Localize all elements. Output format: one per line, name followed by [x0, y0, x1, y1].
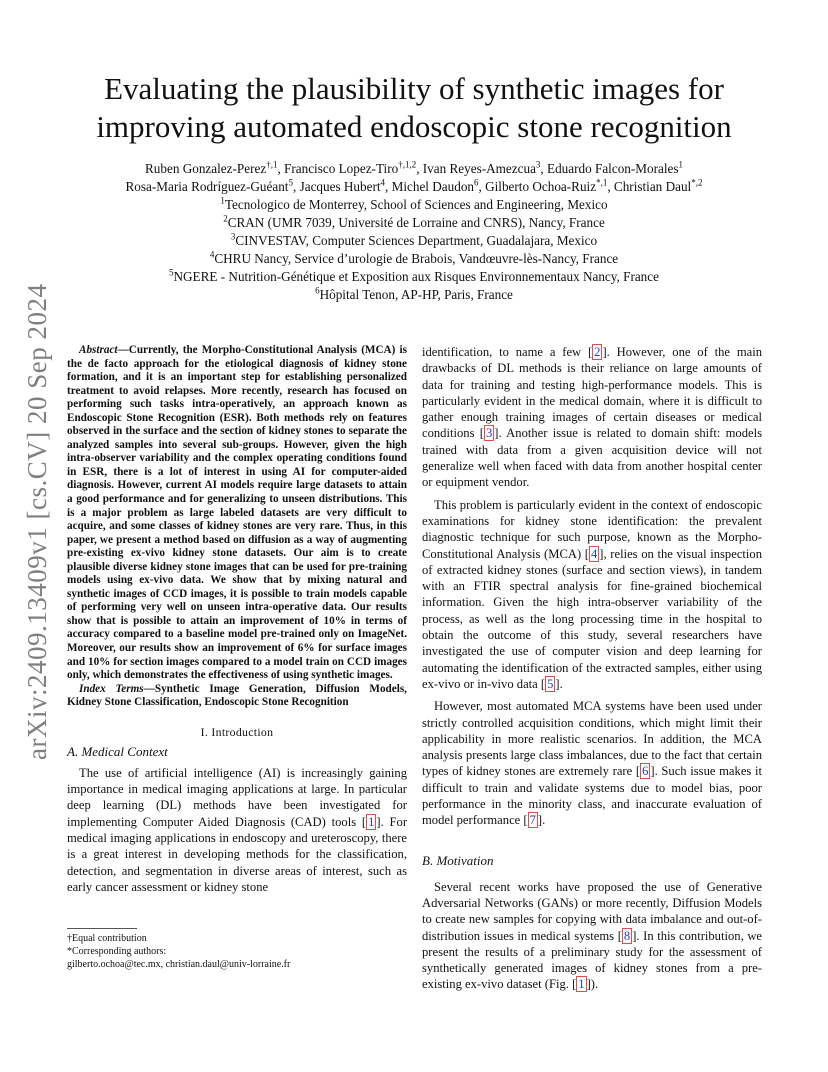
affiliation-item	[40, 196, 788, 214]
footnotes	[67, 928, 407, 971]
author-block	[40, 160, 788, 304]
affiliation-text: Tecnologico de Monterrey, School of Sciences and Engineering, Mexico	[224, 197, 608, 212]
affiliation-number: 6	[315, 285, 320, 296]
citation-link[interactable]: 6	[642, 764, 649, 779]
affiliation-number: 2	[223, 213, 228, 224]
affiliation-item	[40, 286, 788, 304]
affiliation-list	[40, 196, 788, 304]
affiliation-text: CHRU Nancy, Service d’urologie de Brabois, Vandœuvre-lès-Nancy, France	[214, 251, 619, 266]
abstract-paragraph	[67, 344, 407, 683]
citation-link[interactable]: 4	[591, 546, 598, 561]
affiliation-text: NGERE - Nutrition-Génétique et Exposition aux Risques Environnementaux Nancy, France	[173, 269, 659, 284]
author-name: Ivan Reyes-Amezcua	[422, 161, 536, 176]
arxiv-identifier[interactable]: arXiv:2409.13409v1 [cs.CV] 20 Sep 2024	[22, 283, 52, 760]
citation-link[interactable]: 3	[485, 426, 493, 441]
title-line-1: Evaluating the plausibility of synthetic images for	[104, 71, 724, 106]
paper-title	[50, 70, 778, 146]
affiliation-text: CINVESTAV, Computer Sciences Department, Guadalajara, Mexico	[235, 233, 598, 248]
author-line-2: Rosa-Maria Rodríguez-Guéant$^5$, Jacques Hubert$^4$, Michel Daudon$^6$, Gilberto Ochoa-Ruiz$^{*,1}$, Christian Daul$^{*,2}$	[125, 177, 703, 194]
affiliation-number: 5	[168, 267, 174, 278]
author-affiliation-marker: †,1	[266, 159, 278, 170]
right-column	[422, 344, 762, 993]
affiliation-item	[40, 268, 788, 286]
author-name: Michel Daudon	[391, 179, 475, 194]
author-affiliation-marker: 1	[678, 159, 683, 170]
author-affiliation-marker: *,1	[596, 177, 608, 188]
index-terms	[67, 683, 407, 710]
affiliation-number: 4	[209, 249, 215, 260]
citation-link[interactable]: 1	[578, 977, 585, 992]
author-name: Ruben Gonzalez-Perez	[144, 161, 267, 176]
author-name: Eduardo Falcon-Morales	[547, 161, 679, 176]
citation-link[interactable]: 8	[623, 928, 631, 943]
affiliation-text: Hôpital Tenon, AP-HP, Paris, France	[319, 287, 513, 302]
abstract	[67, 344, 407, 710]
footnote-rule	[67, 928, 137, 929]
subsection-heading-motivation: B. Motivation	[422, 852, 494, 868]
title-line-2: improving automated endoscopic stone recognition	[96, 109, 732, 144]
author-name: Rosa-Maria Rodríguez-Guéant	[125, 179, 289, 194]
footnote-corresponding: *Corresponding authors:	[67, 945, 167, 957]
affiliation-item	[40, 250, 788, 268]
author-name: Francisco Lopez-Tiro	[284, 161, 399, 176]
paragraph-motivation: Several recent works have proposed the use of Generative Adversarial Networks (GANs) or more recently, Diffusion Models to create new samples for copying with data imbalance and out-of-distribution issues in medical systems [ 8 ]. In this contribution, we present the results of a preliminary study for the assessment of synthetically generated images of kidney stones from a pre-existing ex-vivo dataset (Fig. [ 1 ]).	[422, 879, 762, 992]
citation-link[interactable]: 7	[529, 813, 536, 828]
affiliation-text: CRAN (UMR 7039, Université de Lorraine and CNRS), Nancy, France	[227, 215, 605, 230]
section-heading-introduction: I. Introduction	[200, 724, 274, 739]
paragraph-mca-systems: However, most automated MCA systems have been used under strictly controlled acquisition conditions, which might limit their applicability in more realistic scenarios. In addition, the MCA analysis presents large class imbalances, due to the fact that certain types of kidney stones are extremely rare [ 6 ]. Such issue makes it difficult to train and validate systems due to model bias, poor performance in the minority class, and inaccurate evaluation of model performance [ 7 ].	[422, 699, 762, 828]
index-terms-text: —Synthetic Image Generation, Diffusion Models, Kidney Stone Classification, Endoscopic Stone Recognition	[67, 682, 407, 709]
affiliation-number: 1	[220, 195, 225, 206]
paragraph-problem: This problem is particularly evident in the context of endoscopic examinations for kidney stone identification: the prevalent diagnostic technique for such purpose, known as the Morpho-Constitutional Analysis (MCA) [ 4 ], relies on the visual inspection of extracted kidney stones (surface and section views), in tandem with an FTIR spectral analysis for fine-grained biochemical information. Given the high intra-observer variability of the process, as well as the long processing time in the hospital to obtain the outcome of this study, several researchers have investigated the use of computer vision and deep learning for automating the identification of the extracted samples, either using ex-vivo or in-vivo data [ 5 ].	[422, 497, 762, 691]
abstract-text: —Currently, the Morpho-Constitutional Analysis (MCA) is the de facto approach for the etiological diagnosis of kidney stone formation, and it is an important step for establishing personalized treatment to avoid relapses. More recently, research has focused on performing such tasks intra-operatively, an approach known as Endoscopic Stone Recognition (ESR). Both methods rely on features observed in the surface and the section of kidney stones to separate the analyzed samples into several sub-groups. However, given the high intra-observer variability and the complex operating conditions found in ESR, there is a lot of interest in using AI for computer-aided diagnosis. However, current AI models require large datasets to attain a good performance and for generalizing to unseen distributions. This is a major problem as large labeled datasets are very difficult to acquire, and some classes of kidney stones are very rare. Thus, in this paper, we present a method based on diffusion as a way of augmenting pre-existing ex-vivo kidney stone datasets. Our aim is to create plausible diverse kidney stone images that can be used for pre-training models using ex-vivo data. We show that by mixing natural and synthetic images of CCD images, it is possible to train models capable of performing very well on unseen intra-operative data. Our results show that is possible to attain an improvement of 10% in terms of accuracy compared to a baseline model pre-trained only on ImageNet. Moreover, our results show an improvement of 6% for surface images and 10% for section images compared to a model train on CCD images only, which demonstrates the effectiveness of using synthetic images.	[67, 344, 407, 682]
author-affiliation-marker: *,2	[691, 177, 703, 188]
author-affiliation-marker: 4	[380, 177, 386, 188]
left-column	[67, 344, 407, 895]
subsection-heading-medical-context: A. Medical Context	[67, 743, 168, 759]
citation-link[interactable]: 1	[368, 814, 375, 829]
author-affiliation-marker: 5	[288, 177, 293, 188]
author-name: Gilberto Ochoa-Ruiz	[485, 179, 597, 194]
citation-link[interactable]: 5	[547, 676, 554, 691]
author-affiliation-marker: 6	[474, 177, 479, 188]
affiliation-number: 3	[230, 231, 236, 242]
author-affiliation-marker: 3	[535, 159, 541, 170]
author-name: Christian Daul	[613, 179, 692, 194]
author-name: Jacques Hubert	[299, 179, 381, 194]
paragraph-identification: identification, to name a few [ 2 ]. However, one of the main drawbacks of DL methods is their reliance on large amounts of data for training and testing high-performance models. This is particularly evident in the medical domain, where it is difficult to gather enough training images of certain diseases or medical conditions [ 3 ]. Another issue is related to domain shift: models trained with data from a given acquisition device will not generalize well when faced with data from another hospital center or equipment vendor.	[422, 345, 763, 490]
author-line-1: Ruben Gonzalez-Perez$^{\dagger,1}$, Francisco Lopez-Tiro$^{\dagger,1,2}$, Ivan Reyes-Amezcua$^3$, Eduardo Falcon-Morales$^1$	[144, 159, 683, 176]
affiliation-item	[40, 214, 788, 232]
author-affiliation-marker: †,1,2	[398, 159, 417, 170]
abstract-label: Abstract	[79, 344, 118, 356]
index-terms-label: Index Terms	[79, 682, 144, 695]
affiliation-item	[40, 232, 788, 250]
paragraph-medical-context: The use of artificial intelligence (AI) is increasingly gaining importance in medical imaging applications at large. In particular deep learning (DL) methods have been investigated for implementing Computer Aided Diagnosis (CAD) tools [ 1 ]. For medical imaging applications in endoscopy and ureteroscopy, there is a great interest in developing methods for the classification, detection, and segmentation in diverse areas of interest, such as early cancer assessment or kidney stone	[67, 765, 408, 894]
footnote-equal-contribution: †Equal contribution	[67, 933, 147, 944]
citation-link[interactable]: 2	[594, 345, 601, 359]
footnote-emails[interactable]: gilberto.ochoa@tec.mx, christian.daul@univ-lorraine.fr	[67, 958, 291, 970]
